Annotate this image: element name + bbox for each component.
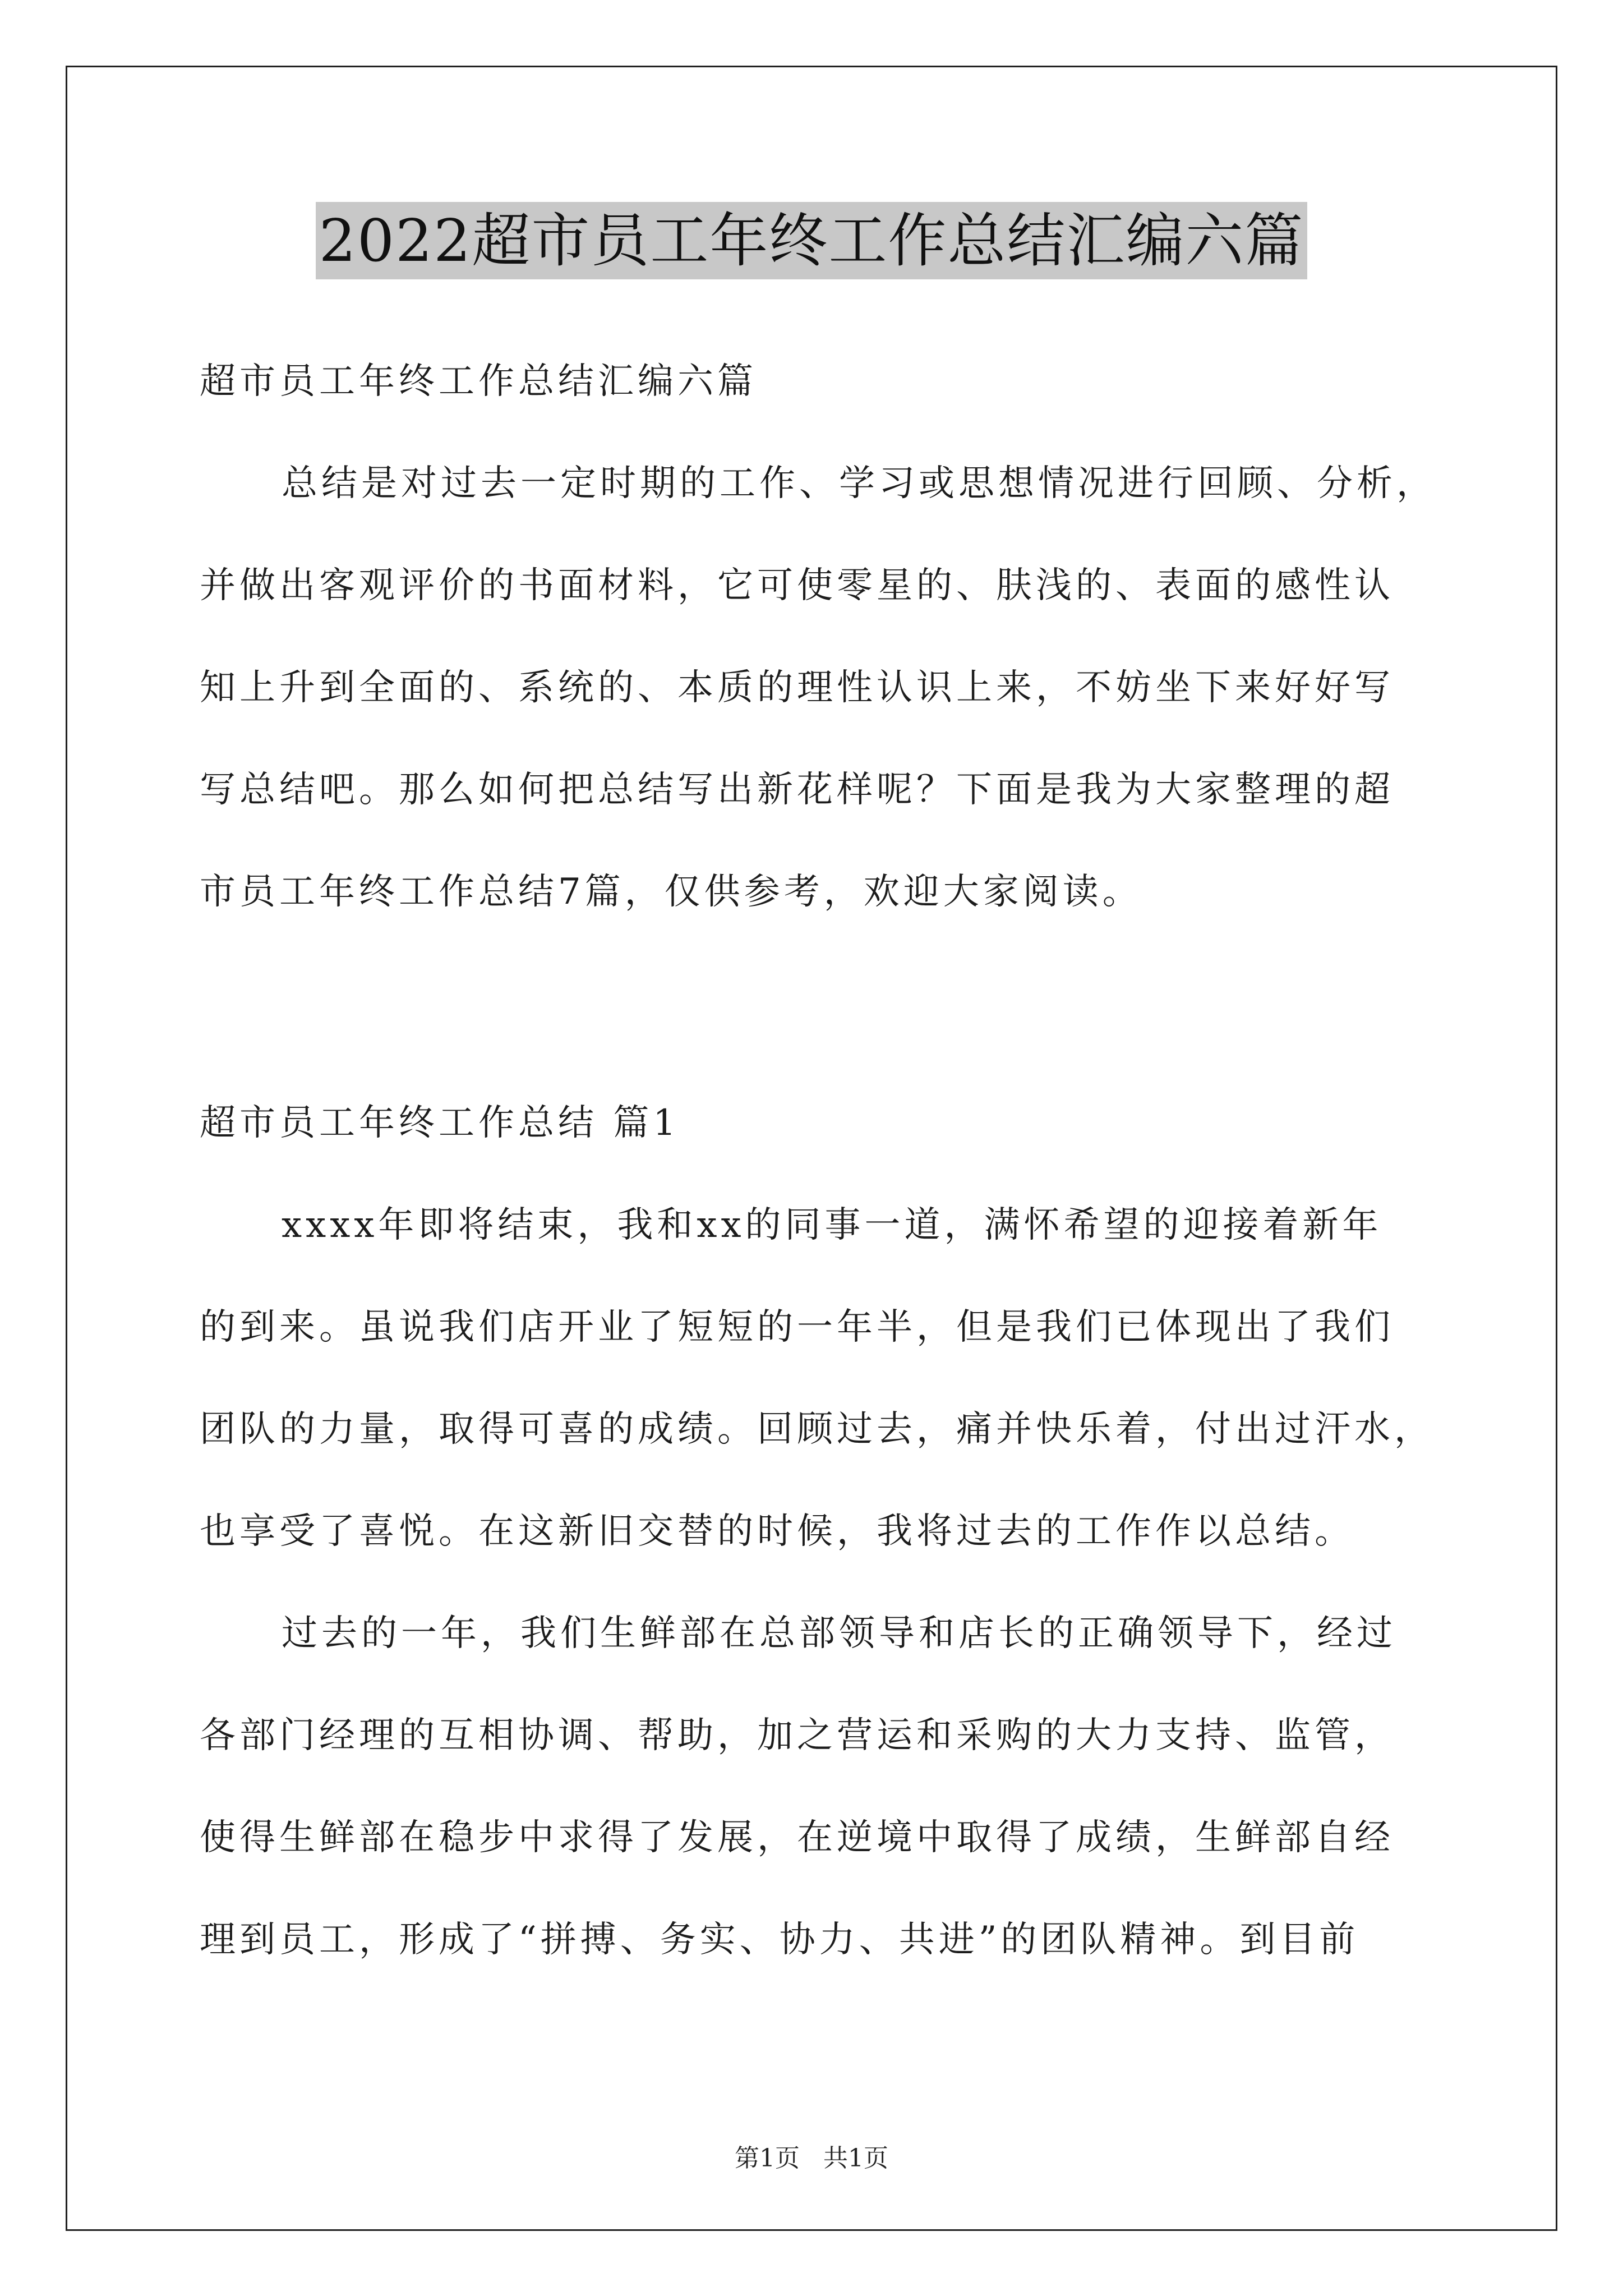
paragraph-line: xxxx年即将结束，我和xx的同事一道，满怀希望的迎接着新年 bbox=[282, 1204, 1382, 1246]
paragraph-line: 团队的力量，取得可喜的成绩。回顾过去，痛并快乐着，付出过汗水， bbox=[200, 1409, 1434, 1450]
paragraph-line: 使得生鲜部在稳步中求得了发展，在逆境中取得了成绩，生鲜部自经 bbox=[200, 1817, 1394, 1858]
intro-line: 知上升到全面的、系统的、本质的理性认识上来，不妨坐下来好好写 bbox=[200, 667, 1394, 708]
subtitle: 超市员工年终工作总结汇编六篇 bbox=[200, 361, 757, 402]
intro-line: 写总结吧。那么如何把总结写出新花样呢？下面是我为大家整理的超 bbox=[200, 769, 1394, 811]
paragraph-line: 理到员工，形成了“拼搏、务实、协力、共进”的团队精神。到目前 bbox=[200, 1919, 1359, 1961]
intro-line: 市员工年终工作总结7篇，仅供参考，欢迎大家阅读。 bbox=[200, 871, 1142, 913]
paragraph-line: 过去的一年，我们生鲜部在总部领导和店长的正确领导下，经过 bbox=[282, 1613, 1396, 1654]
page-footer bbox=[0, 2143, 1623, 2174]
paragraph-line: 的到来。虽说我们店开业了短短的一年半，但是我们已体现出了我们 bbox=[200, 1306, 1394, 1348]
page-total: 共1页 bbox=[823, 2144, 888, 2173]
page-number: 第1页 bbox=[735, 2144, 800, 2173]
document-title: 2022超市员工年终工作总结汇编六篇 bbox=[316, 202, 1308, 279]
paragraph-line: 也享受了喜悦。在这新旧交替的时候，我将过去的工作作以总结。 bbox=[200, 1511, 1354, 1552]
intro-line: 总结是对过去一定时期的工作、学习或思想情况进行回顾、分析， bbox=[282, 463, 1436, 504]
paragraph-line: 各部门经理的互相协调、帮助，加之营运和采购的大力支持、监管， bbox=[200, 1715, 1394, 1756]
intro-line: 并做出客观评价的书面材料，它可使零星的、肤浅的、表面的感性认 bbox=[200, 565, 1394, 606]
section-heading: 超市员工年终工作总结 篇1 bbox=[200, 1102, 680, 1144]
title-container bbox=[0, 202, 1623, 279]
